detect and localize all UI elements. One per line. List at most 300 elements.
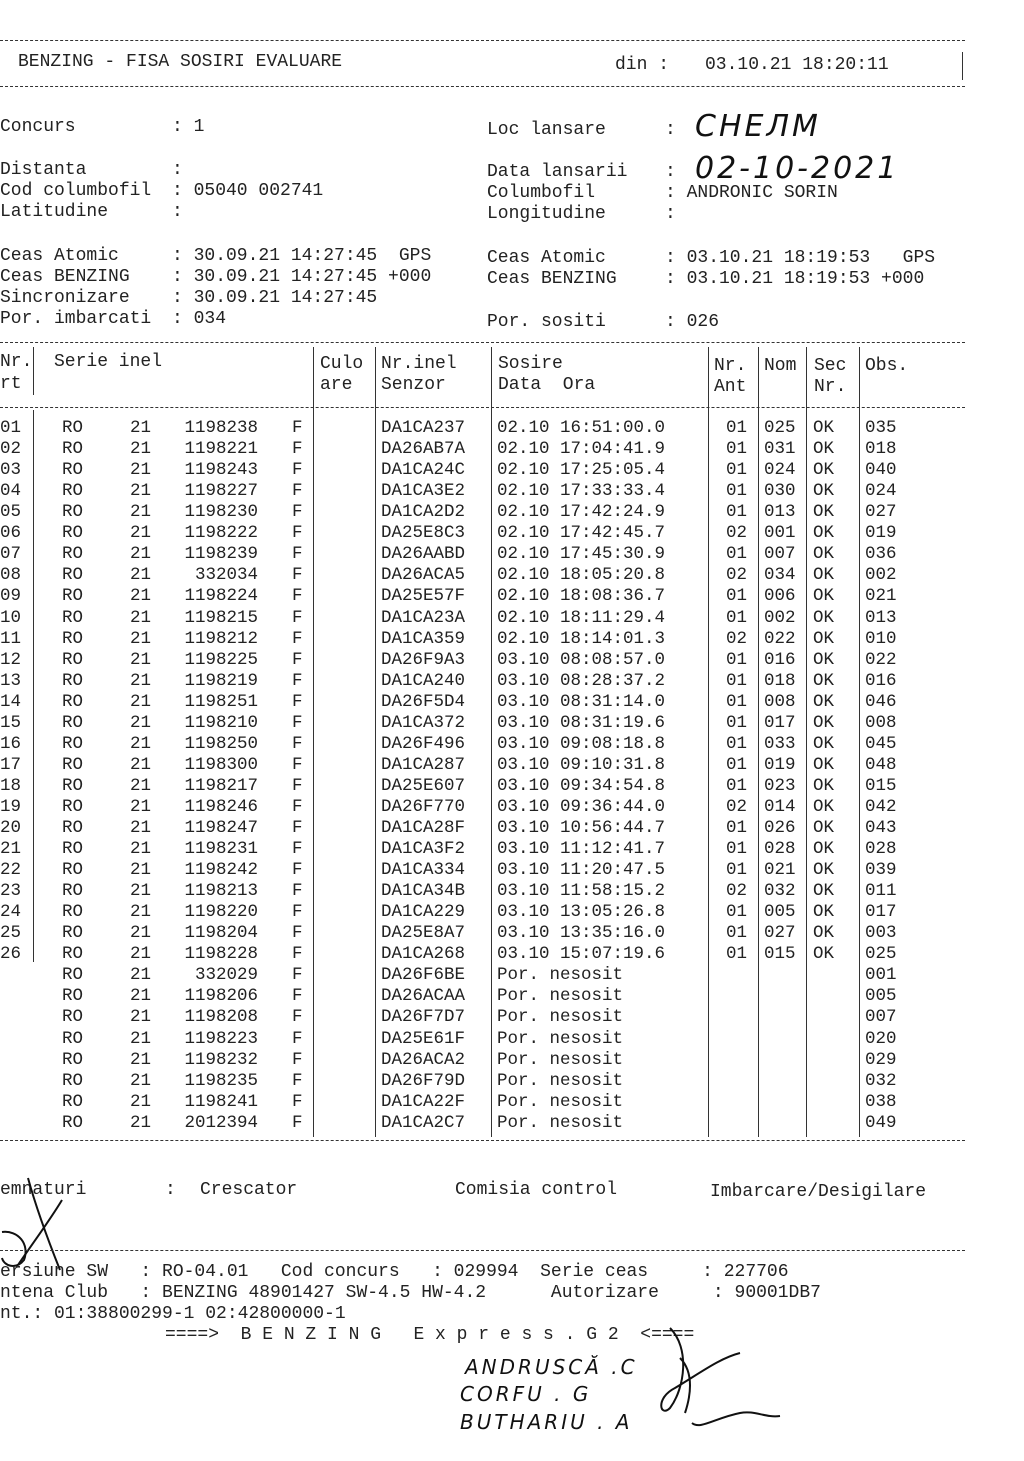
cell-sosire: 03.10 10:56:44.7 <box>497 818 666 838</box>
cell-tara: RO <box>62 439 84 460</box>
cell-sosire: 03.10 09:10:31.8 <box>497 754 666 775</box>
cell-inel: 1198241 <box>184 1091 258 1112</box>
cell-sex: F <box>292 1112 303 1133</box>
cell-nom: 023 <box>764 775 796 796</box>
cell-senzor: DA1CA24C <box>381 460 466 481</box>
cell-nom: 025 <box>764 418 796 438</box>
semnaturi-colon: : <box>165 1180 176 1200</box>
data-lansarii-handwritten: 02-10-2021 <box>695 151 900 186</box>
cell-obs: 002 <box>865 565 897 586</box>
cell-sec: OK <box>813 481 835 502</box>
cell-nr: 12 <box>0 649 22 670</box>
commission-name-3: BUTHARIU . A <box>460 1410 633 1434</box>
cell-sec: OK <box>813 607 835 628</box>
cell-sec: OK <box>813 670 835 691</box>
cell-tara: RO <box>62 691 84 712</box>
cell-an: 21 <box>130 544 152 565</box>
cell-tara: RO <box>62 1070 84 1091</box>
date-label: din : <box>615 55 670 75</box>
commission-signature-icon <box>630 1318 790 1458</box>
header-top-rule <box>0 40 965 41</box>
cell-an: 21 <box>130 628 152 649</box>
cell-sosire: 03.10 11:58:15.2 <box>497 881 666 902</box>
por-imbarcati-value: : 034 <box>172 309 227 329</box>
cell-ant: 02 <box>726 523 748 544</box>
cell-nr: 19 <box>0 796 22 817</box>
ceas-benzing-end-value: : 03.10.21 18:19:53 +000 <box>665 269 925 289</box>
cell-sec: OK <box>813 839 835 859</box>
col-header-nr-2: rt <box>0 374 22 394</box>
col-sep-ant <box>758 347 759 1137</box>
cell-inel: 1198242 <box>184 860 258 880</box>
cell-obs: 025 <box>865 944 897 965</box>
cell-inel: 1198231 <box>184 839 258 859</box>
cell-sex: F <box>292 818 303 838</box>
cell-sosire: 03.10 08:31:19.6 <box>497 712 666 733</box>
cell-ant: 01 <box>726 902 748 923</box>
cell-sec: OK <box>813 628 835 649</box>
cell-sosire: Por. nesosit <box>497 1049 624 1070</box>
cell-nom: 005 <box>764 902 796 923</box>
cell-sex: F <box>292 565 303 586</box>
cell-sex: F <box>292 1049 303 1070</box>
cell-sec: OK <box>813 796 835 817</box>
col-header-sosire: Sosire <box>498 354 563 374</box>
cell-obs: 018 <box>865 439 897 460</box>
cell-an: 21 <box>130 586 152 607</box>
ceas-benzing-start-label: Ceas BENZING <box>0 267 130 287</box>
cell-inel: 1198223 <box>184 1028 258 1049</box>
cell-an: 21 <box>130 460 152 481</box>
cell-senzor: DA1CA23A <box>381 607 466 628</box>
cell-obs: 015 <box>865 775 897 796</box>
cell-sosire: Por. nesosit <box>497 965 624 986</box>
commission-name-1: ANDRUSCĂ .C <box>465 1355 638 1379</box>
cell-an: 21 <box>130 565 152 586</box>
cell-obs: 003 <box>865 923 897 944</box>
loc-lansare-label: Loc lansare <box>487 120 606 140</box>
cod-columbofil-label: Cod columbofil <box>0 181 152 201</box>
cell-sex: F <box>292 775 303 796</box>
cell-senzor: DA1CA3E2 <box>381 481 466 502</box>
report-datetime: 03.10.21 18:20:11 <box>705 55 889 75</box>
cell-nom: 001 <box>764 523 796 544</box>
cell-obs: 022 <box>865 649 897 670</box>
cell-nom: 015 <box>764 944 796 965</box>
cell-ant: 01 <box>726 818 748 838</box>
cell-an: 21 <box>130 649 152 670</box>
data-lansarii-label: Data lansarii <box>487 162 628 182</box>
cell-obs: 032 <box>865 1070 897 1091</box>
cell-an: 21 <box>130 796 152 817</box>
cell-obs: 046 <box>865 691 897 712</box>
cell-inel: 1198206 <box>184 986 258 1007</box>
cell-sex: F <box>292 902 303 923</box>
cell-sosire: 03.10 09:34:54.8 <box>497 775 666 796</box>
cell-sex: F <box>292 944 303 965</box>
cell-ant: 01 <box>726 649 748 670</box>
cell-an: 21 <box>130 881 152 902</box>
cell-senzor: DA1CA34B <box>381 881 466 902</box>
cell-tara: RO <box>62 649 84 670</box>
cell-nom: 008 <box>764 691 796 712</box>
cell-nom: 031 <box>764 439 796 460</box>
cell-sex: F <box>292 965 303 986</box>
latitudine-label: Latitudine <box>0 202 109 222</box>
cell-inel: 1198213 <box>184 881 258 902</box>
cell-tara: RO <box>62 733 84 754</box>
cell-inel: 1198251 <box>184 691 258 712</box>
cell-sec: OK <box>813 902 835 923</box>
cell-sosire: 02.10 16:51:00.0 <box>497 418 666 438</box>
cell-sex: F <box>292 649 303 670</box>
cell-obs: 001 <box>865 965 897 986</box>
cell-sex: F <box>292 586 303 607</box>
cell-senzor: DA1CA359 <box>381 628 466 649</box>
semnaturi-label: emnaturi <box>0 1180 87 1200</box>
cell-sec: OK <box>813 754 835 775</box>
col-sep-nr <box>33 347 34 395</box>
cell-senzor: DA1CA334 <box>381 860 466 880</box>
cell-sex: F <box>292 691 303 712</box>
cell-nom: 032 <box>764 881 796 902</box>
cell-inel: 1198239 <box>184 544 258 565</box>
cell-sosire: 03.10 13:35:16.0 <box>497 923 666 944</box>
col-header-nom: Nom <box>764 356 797 376</box>
cell-obs: 020 <box>865 1028 897 1049</box>
cell-nr: 23 <box>0 881 22 902</box>
cell-senzor: DA26ACA5 <box>381 565 466 586</box>
cell-an: 21 <box>130 670 152 691</box>
cell-an: 21 <box>130 502 152 523</box>
sincronizare-value: : 30.09.21 14:27:45 <box>172 288 378 308</box>
cell-sex: F <box>292 1091 303 1112</box>
columbofil-label: Columbofil <box>487 183 596 203</box>
cell-obs: 011 <box>865 881 897 902</box>
cell-inel: 332034 <box>194 565 258 586</box>
cell-an: 21 <box>130 1091 152 1112</box>
ceas-atomic-end-label: Ceas Atomic <box>487 248 606 268</box>
cell-an: 21 <box>130 839 152 859</box>
por-imbarcati-label: Por. imbarcati <box>0 309 152 329</box>
cell-inel: 2012394 <box>184 1112 258 1133</box>
cell-nr: 15 <box>0 712 22 733</box>
table-top-rule <box>0 342 965 343</box>
cell-nr: 08 <box>0 565 22 586</box>
cell-nr: 13 <box>0 670 22 691</box>
cell-sosire: 03.10 11:12:41.7 <box>497 839 666 859</box>
distanta-label: Distanta <box>0 160 87 180</box>
cell-ant: 02 <box>726 628 748 649</box>
cell-obs: 029 <box>865 1049 897 1070</box>
cell-tara: RO <box>62 986 84 1007</box>
cell-sex: F <box>292 628 303 649</box>
cell-nom: 017 <box>764 712 796 733</box>
cell-an: 21 <box>130 986 152 1007</box>
cell-tara: RO <box>62 1049 84 1070</box>
cell-sec: OK <box>813 544 835 565</box>
cell-obs: 024 <box>865 481 897 502</box>
cell-senzor: DA26F7D7 <box>381 1007 466 1028</box>
cell-ant: 01 <box>726 733 748 754</box>
cell-nom: 024 <box>764 460 796 481</box>
report-title: BENZING - FISA SOSIRI EVALUARE <box>18 52 343 72</box>
cell-nr: 11 <box>0 628 22 649</box>
cell-senzor: DA1CA2D2 <box>381 502 466 523</box>
cell-nr: 02 <box>0 439 22 460</box>
cell-tara: RO <box>62 418 84 438</box>
cell-ant: 01 <box>726 754 748 775</box>
cell-nom: 019 <box>764 754 796 775</box>
col-header-culoare: Culo <box>320 354 364 374</box>
cell-sex: F <box>292 481 303 502</box>
cell-ant: 01 <box>726 418 748 438</box>
cell-tara: RO <box>62 818 84 838</box>
cell-senzor: DA25E607 <box>381 775 466 796</box>
cell-senzor: DA1CA287 <box>381 754 466 775</box>
ceas-atomic-start-value: : 30.09.21 14:27:45 GPS <box>172 246 432 266</box>
cell-nr: 10 <box>0 607 22 628</box>
cell-sec: OK <box>813 923 835 944</box>
cell-nom: 002 <box>764 607 796 628</box>
cell-obs: 038 <box>865 1091 897 1112</box>
cell-nr: 03 <box>0 460 22 481</box>
cell-ant: 01 <box>726 670 748 691</box>
cell-obs: 027 <box>865 502 897 523</box>
cell-sosire: Por. nesosit <box>497 986 624 1007</box>
cell-senzor: DA26F79D <box>381 1070 466 1091</box>
cell-sosire: 03.10 15:07:19.6 <box>497 944 666 965</box>
cell-sex: F <box>292 881 303 902</box>
cell-inel: 1198232 <box>184 1049 258 1070</box>
cell-sosire: 03.10 08:28:37.2 <box>497 670 666 691</box>
cell-inel: 1198230 <box>184 502 258 523</box>
cell-senzor: DA1CA268 <box>381 944 466 965</box>
cell-sec: OK <box>813 523 835 544</box>
cell-sex: F <box>292 460 303 481</box>
cell-an: 21 <box>130 733 152 754</box>
col-sep-nom <box>806 347 807 1137</box>
cell-ant: 01 <box>726 607 748 628</box>
cell-nr: 18 <box>0 775 22 796</box>
cell-sex: F <box>292 418 303 438</box>
cell-nom: 018 <box>764 670 796 691</box>
cell-inel: 1198238 <box>184 418 258 438</box>
cell-senzor: DA25E61F <box>381 1028 466 1049</box>
cell-inel: 1198217 <box>184 775 258 796</box>
cell-tara: RO <box>62 670 84 691</box>
cell-senzor: DA1CA372 <box>381 712 466 733</box>
cell-sec: OK <box>813 881 835 902</box>
col-header-sec: Sec <box>814 356 847 376</box>
cell-senzor: DA1CA22F <box>381 1091 466 1112</box>
cell-nom: 027 <box>764 923 796 944</box>
cell-inel: 1198225 <box>184 649 258 670</box>
cell-inel: 1198210 <box>184 712 258 733</box>
cell-obs: 045 <box>865 733 897 754</box>
col-sep-nr-body <box>33 410 34 962</box>
cell-nom: 030 <box>764 481 796 502</box>
cell-nom: 022 <box>764 628 796 649</box>
cell-sec: OK <box>813 649 835 670</box>
cell-senzor: DA26F6BE <box>381 965 466 986</box>
cell-tara: RO <box>62 1007 84 1028</box>
col-header-culoare-2: are <box>320 375 353 395</box>
cell-sex: F <box>292 712 303 733</box>
cell-obs: 005 <box>865 986 897 1007</box>
cell-sosire: 02.10 17:42:24.9 <box>497 502 666 523</box>
cell-tara: RO <box>62 460 84 481</box>
cell-nom: 006 <box>764 586 796 607</box>
cell-nr: 07 <box>0 544 22 565</box>
cell-sosire: 02.10 17:45:30.9 <box>497 544 666 565</box>
cell-tara: RO <box>62 1028 84 1049</box>
cell-obs: 048 <box>865 754 897 775</box>
col-sep-senzor <box>491 347 492 1137</box>
cell-sosire: 03.10 08:08:57.0 <box>497 649 666 670</box>
cell-obs: 007 <box>865 1007 897 1028</box>
ceas-atomic-end-value: : 03.10.21 18:19:53 GPS <box>665 248 936 268</box>
cell-tara: RO <box>62 754 84 775</box>
concurs-value: : 1 <box>172 117 205 137</box>
cell-an: 21 <box>130 439 152 460</box>
cell-an: 21 <box>130 965 152 986</box>
cell-tara: RO <box>62 923 84 944</box>
cell-obs: 008 <box>865 712 897 733</box>
cell-obs: 010 <box>865 628 897 649</box>
cell-senzor: DA26AB7A <box>381 439 466 460</box>
cell-obs: 036 <box>865 544 897 565</box>
cell-inel: 1198224 <box>184 586 258 607</box>
col-sep-culoare <box>375 347 376 1137</box>
table-bottom-rule <box>0 1140 965 1141</box>
cell-ant: 01 <box>726 839 748 859</box>
commission-name-2: CORFU . G <box>460 1382 592 1406</box>
header-bottom-rule <box>0 86 965 87</box>
cell-inel: 1198243 <box>184 460 258 481</box>
cell-nom: 034 <box>764 565 796 586</box>
cell-tara: RO <box>62 502 84 523</box>
cell-ant: 01 <box>726 923 748 944</box>
cell-nr: 01 <box>0 418 22 438</box>
cell-nr: 05 <box>0 502 22 523</box>
cell-an: 21 <box>130 481 152 502</box>
sincronizare-label: Sincronizare <box>0 288 130 308</box>
cell-ant: 01 <box>726 944 748 965</box>
cell-senzor: DA25E8A7 <box>381 923 466 944</box>
cell-sec: OK <box>813 586 835 607</box>
cell-tara: RO <box>62 712 84 733</box>
cell-sosire: 03.10 08:31:14.0 <box>497 691 666 712</box>
distanta-value: : <box>172 160 183 180</box>
cell-sosire: 02.10 17:33:33.4 <box>497 481 666 502</box>
cell-ant: 01 <box>726 481 748 502</box>
col-sep-sosire <box>708 347 709 1137</box>
loc-lansare-handwritten: CHEЛМ <box>695 109 821 144</box>
cell-nom: 028 <box>764 839 796 859</box>
por-sositi-value: : 026 <box>665 312 720 332</box>
ceas-atomic-start-label: Ceas Atomic <box>0 246 119 266</box>
longitudine-label: Longitudine <box>487 204 606 224</box>
col-header-nr-ant: Nr. <box>714 356 747 376</box>
cell-sec: OK <box>813 691 835 712</box>
cell-an: 21 <box>130 860 152 880</box>
cell-ant: 01 <box>726 544 748 565</box>
cell-an: 21 <box>130 1007 152 1028</box>
cell-sosire: 02.10 18:08:36.7 <box>497 586 666 607</box>
cell-nom: 013 <box>764 502 796 523</box>
cell-obs: 017 <box>865 902 897 923</box>
cell-tara: RO <box>62 775 84 796</box>
cell-sosire: 02.10 17:42:45.7 <box>497 523 666 544</box>
footer-top-rule <box>0 1250 965 1251</box>
col-header-obs: Obs. <box>865 356 909 376</box>
cell-inel: 1198227 <box>184 481 258 502</box>
cell-inel: 1198235 <box>184 1070 258 1091</box>
cell-sex: F <box>292 796 303 817</box>
cell-senzor: DA1CA237 <box>381 418 466 438</box>
cell-senzor: DA26ACA2 <box>381 1049 466 1070</box>
cell-inel: 1198246 <box>184 796 258 817</box>
cell-inel: 1198204 <box>184 923 258 944</box>
cell-ant: 01 <box>726 460 748 481</box>
cell-obs: 049 <box>865 1112 897 1133</box>
cell-nom: 014 <box>764 796 796 817</box>
cell-an: 21 <box>130 944 152 965</box>
cell-ant: 01 <box>726 439 748 460</box>
cell-an: 21 <box>130 1112 152 1133</box>
cell-sex: F <box>292 523 303 544</box>
cell-senzor: DA26ACAA <box>381 986 466 1007</box>
cell-sosire: 02.10 18:11:29.4 <box>497 607 666 628</box>
cell-obs: 019 <box>865 523 897 544</box>
cell-inel: 1198219 <box>184 670 258 691</box>
cell-tara: RO <box>62 881 84 902</box>
cell-tara: RO <box>62 944 84 965</box>
footer-antena-line: ntena Club : BENZING 48901427 SW-4.5 HW-4.2 Autorizare : 90001DB7 <box>0 1283 821 1303</box>
cell-sosire: 03.10 09:08:18.8 <box>497 733 666 754</box>
cell-inel: 1198247 <box>184 818 258 838</box>
cell-senzor: DA26F5D4 <box>381 691 466 712</box>
cell-nom: 016 <box>764 649 796 670</box>
cell-obs: 016 <box>865 670 897 691</box>
cell-sex: F <box>292 1070 303 1091</box>
cell-inel: 1198222 <box>184 523 258 544</box>
cell-ant: 01 <box>726 586 748 607</box>
col-sep-sec <box>859 347 860 1137</box>
cell-sex: F <box>292 986 303 1007</box>
cell-sosire: 02.10 17:04:41.9 <box>497 439 666 460</box>
cell-inel: 1198208 <box>184 1007 258 1028</box>
cell-sec: OK <box>813 818 835 838</box>
longitudine-value: : <box>665 204 676 224</box>
col-header-data-ora: Data Ora <box>498 375 596 395</box>
columbofil-value: : ANDRONIC SORIN <box>665 183 838 203</box>
cell-an: 21 <box>130 712 152 733</box>
cell-tara: RO <box>62 860 84 880</box>
cell-an: 21 <box>130 1049 152 1070</box>
cell-sec: OK <box>813 775 835 796</box>
col-header-senzor: Senzor <box>381 375 446 395</box>
col-header-nr: Nr. <box>0 352 33 372</box>
cell-tara: RO <box>62 965 84 986</box>
cell-sosire: Por. nesosit <box>497 1007 624 1028</box>
latitudine-value: : <box>172 202 183 222</box>
footer-ant-line: nt.: 01:38800299-1 02:42800000-1 <box>0 1304 346 1324</box>
cell-an: 21 <box>130 818 152 838</box>
cell-sosire: 02.10 18:05:20.8 <box>497 565 666 586</box>
header-edge <box>962 52 963 80</box>
